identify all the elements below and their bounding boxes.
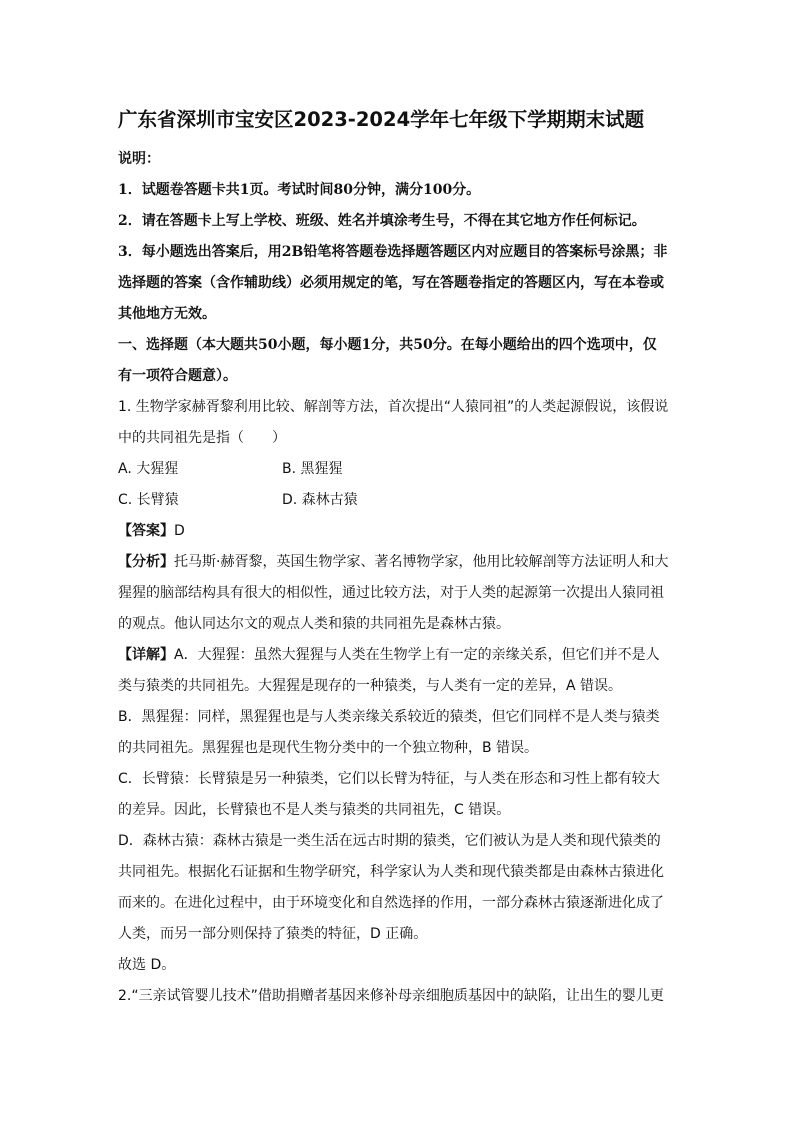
instruction-item-3-line1: 3．每小题选出答案后，用2B铅笔将答题卷选择题答题区内对应题目的答案标号涂黑；非	[118, 244, 668, 260]
conclusion: 故选 D。	[118, 957, 176, 973]
instructions-heading: 说明：	[118, 151, 160, 167]
analysis-line3: 的观点。他认同达尔文的观点人类和猿的共同祖先是森林古猿。	[118, 616, 510, 632]
question-2-stem-line1: 2.“三亲试管婴儿技术”借助捐赠者基因来修补母亲细胞质基因中的缺陷，让出生的婴儿更	[118, 988, 664, 1004]
option-b: B. 黑猩猩	[282, 461, 343, 477]
document-page	[118, 100, 678, 1012]
detail-line6: 的差异。因此，长臂猿也不是人类与猿类的共同祖先，C 错误。	[118, 802, 511, 818]
detail-line1	[118, 640, 678, 671]
question-1-options-row1	[118, 454, 678, 485]
detail-line8: 共同祖先。根据化石证据和生物学研究，科学家认为人类和现代猿类都是由森林古猿进化	[118, 864, 664, 880]
question-1-stem-line1: 1. 生物学家赫胥黎利用比较、解剖等方法，首次提出“人猿同祖”的人类起源假说，该假说	[118, 399, 669, 415]
section-heading-line2: 有一项符合题意）。	[118, 368, 237, 384]
analysis-label: 【分析】	[118, 554, 174, 570]
analysis-line1	[118, 547, 678, 578]
instruction-item-2: 2．请在答题卡上写上学校、班级、姓名并填涂考生号，不得在其它地方作任何标记。	[118, 213, 646, 229]
instruction-item-3-line3: 其他地方无效。	[118, 306, 216, 322]
detail-line9: 而来的。在进化过程中，由于环境变化和自然选择的作用，一部分森林古猿逐渐进化成了	[118, 895, 664, 911]
answer-line	[118, 516, 678, 547]
instruction-item-1: 1．试题卷答题卡共1页。考试时间80分钟，满分100分。	[118, 182, 481, 198]
section-heading-line1: 一、选择题（本大题共50小题，每小题1分，共50分。在每小题给出的四个选项中，仅	[118, 337, 657, 353]
detail-line2: 类与猿类的共同祖先。大猩猩是现存的一种猿类，与人类有一定的差异，A 错误。	[118, 678, 623, 694]
question-1-stem-line2: 中的共同祖先是指（ ）	[118, 430, 286, 446]
answer-label: 【答案】	[118, 523, 174, 539]
detail-line7: D．森林古猿：森林古猿是一类生活在远古时期的猿类，它们被认为是人类和现代猿类的	[118, 833, 661, 849]
detail-line3: B．黑猩猩：同样，黑猩猩也是与人类亲缘关系较近的猿类，但它们同样不是人类与猿类	[118, 709, 660, 725]
detail-line5: C．长臂猿：长臂猿是另一种猿类，它们以长臂为特征，与人类在形态和习性上都有较大	[118, 771, 660, 787]
instruction-item-3-line2: 选择题的答案（含作辅助线）必须用规定的笔，写在答题卷指定的答题区内，写在本卷或	[118, 275, 664, 291]
detail-line4: 的共同祖先。黑猩猩也是现代生物分类中的一个独立物种，B 错误。	[118, 740, 539, 756]
question-1-options-row2	[118, 485, 678, 516]
detail-line10: 人类，而另一部分则保持了猿类的特征，D 正确。	[118, 926, 428, 942]
option-c: C. 长臂猿	[118, 492, 179, 508]
analysis-text-1: 托马斯·赫胥黎，英国生物学家、著名博物学家，他用比较解剖等方法证明人和大	[174, 554, 669, 570]
option-a: A. 大猩猩	[118, 461, 179, 477]
analysis-line2: 猩猩的脑部结构具有很大的相似性，通过比较方法，对于人类的起源第一次提出人猿同祖	[118, 585, 664, 601]
detail-label: 【详解】	[118, 647, 174, 663]
detail-text-1: A．大猩猩：虽然大猩猩与人类在生物学上有一定的亲缘关系，但它们并不是人	[174, 647, 660, 663]
option-d: D. 森林古猿	[282, 492, 358, 508]
document-title: 广东省深圳市宝安区2023-2024学年七年级下学期期末试题	[118, 108, 645, 131]
answer-value: D	[174, 523, 185, 539]
